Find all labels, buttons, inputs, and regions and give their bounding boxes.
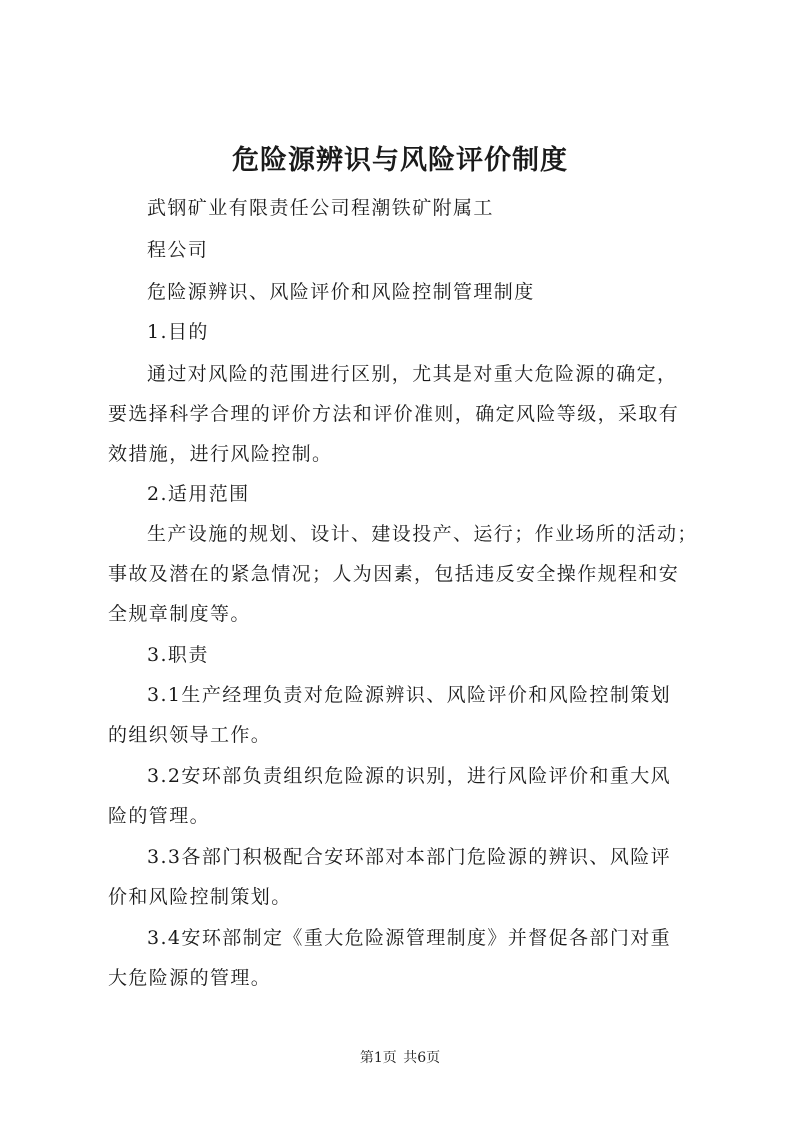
text-line-6: 要选择科学合理的评价方法和评价准则，确定风险等级，采取有 <box>108 403 680 425</box>
text-line-14: 的组织领导工作。 <box>108 724 272 746</box>
text-line-17: 3.3各部门积极配合安环部对本部门危险源的辨识、风险评 <box>147 846 672 868</box>
text-line-5: 通过对风险的范围进行区别，尤其是对重大危险源的确定， <box>147 363 678 385</box>
text-line-18: 价和风险控制策划。 <box>108 886 292 908</box>
page-footer <box>0 1047 800 1067</box>
text-line-3: 危险源辨识、风险评价和风险控制管理制度 <box>147 281 535 303</box>
page-number: 第1页 <box>359 1050 397 1066</box>
section-heading-purpose: 1.目的 <box>147 321 209 343</box>
text-line-11: 全规章制度等。 <box>108 603 251 625</box>
section-heading-scope: 2.适用范围 <box>147 483 250 505</box>
text-line-13: 3.1生产经理负责对危险源辨识、风险评价和风险控制策划 <box>147 684 672 706</box>
text-line-16: 险的管理。 <box>108 805 211 827</box>
text-line-20: 大危险源的管理。 <box>108 967 272 989</box>
text-line-7: 效措施，进行风险控制。 <box>108 443 333 465</box>
page-total: 共6页 <box>403 1050 441 1066</box>
text-line-2: 程公司 <box>147 239 209 261</box>
text-line-9: 生产设施的规划、设计、建设投产、运行；作业场所的活动； <box>147 523 698 545</box>
text-line-19: 3.4安环部制定《重大危险源管理制度》并督促各部门对重 <box>147 927 672 949</box>
text-line-10: 事故及潜在的紧急情况；人为因素，包括违反安全操作规程和安 <box>108 563 680 585</box>
section-heading-duties: 3.职责 <box>147 644 209 666</box>
text-line-1: 武钢矿业有限责任公司程潮铁矿附属工 <box>147 197 494 219</box>
text-line-15: 3.2安环部负责组织危险源的识别，进行风险评价和重大风 <box>147 765 672 787</box>
document-title: 危险源辨识与风险评价制度 <box>232 145 568 176</box>
